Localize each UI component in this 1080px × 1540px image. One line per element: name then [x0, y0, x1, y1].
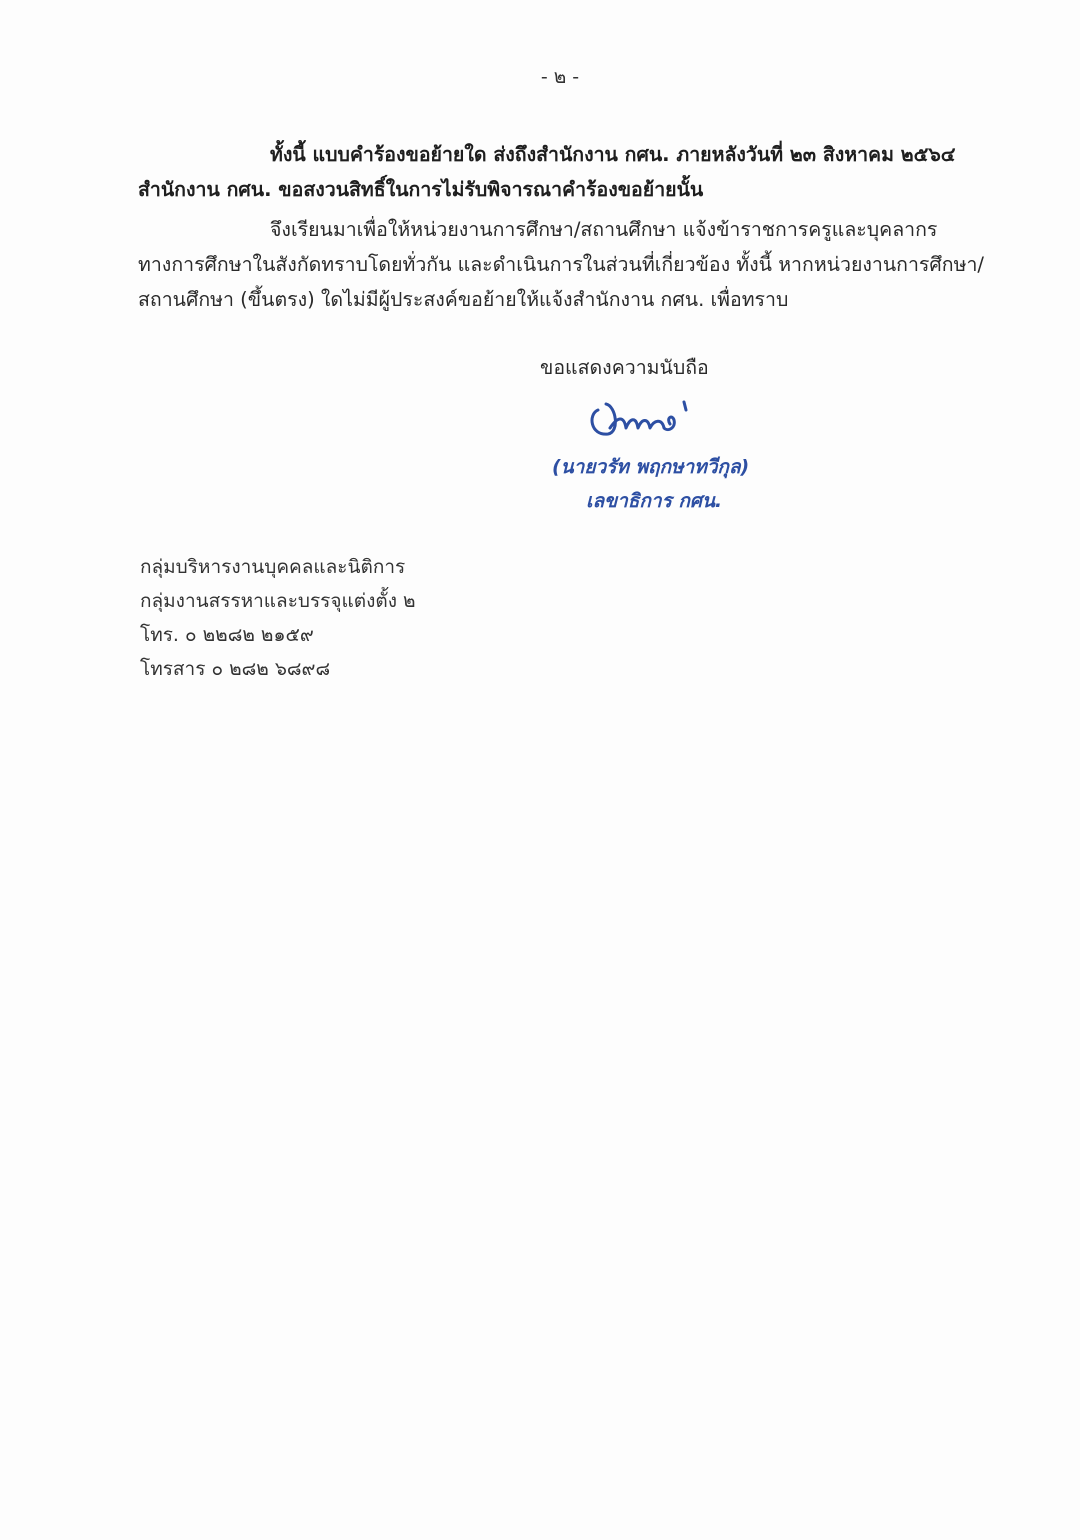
handwritten-signature [580, 388, 720, 448]
paragraph2-line3: สถานศึกษา (ขึ้นตรง) ใดไม่มีผู้ประสงค์ขอย้ายให้แจ้งสำนักงาน กศน. เพื่อทราบ [138, 288, 789, 311]
signer-name: (นายวรัท พฤกษาทวีกุล) [552, 456, 750, 478]
paragraph2-line1: จึงเรียนมาเพื่อให้หน่วยงานการศึกษา/สถานศึกษา แจ้งข้าราชการครูและบุคลากร [270, 218, 938, 241]
contact-group: กลุ่มงานสรรหาและบรรจุแต่งตั้ง ๒ [140, 590, 416, 612]
closing-phrase: ขอแสดงความนับถือ [540, 356, 709, 379]
page-number: - ๒ - [540, 66, 580, 88]
signer-title: เลขาธิการ กศน. [586, 490, 723, 512]
paragraph1-line1: ทั้งนี้ แบบคำร้องขอย้ายใด ส่งถึงสำนักงาน กศน. ภายหลังวันที่ ๒๓ สิงหาคม ๒๕๖๔ [270, 143, 956, 166]
paragraph1-line2: สำนักงาน กศน. ขอสงวนสิทธิ์ในการไม่รับพิจารณาคำร้องขอย้ายนั้น [138, 178, 704, 201]
contact-division: กลุ่มบริหารงานบุคคลและนิติการ [140, 556, 406, 578]
contact-fax: โทรสาร ๐ ๒๘๒ ๖๘๙๘ [140, 658, 331, 680]
paragraph2-line2: ทางการศึกษาในสังกัดทราบโดยทั่วกัน และดำเนินการในส่วนที่เกี่ยวข้อง ทั้งนี้ หากหน่วยงานการศึกษา/ [138, 253, 984, 276]
contact-phone: โทร. ๐ ๒๒๘๒ ๒๑๕๙ [140, 624, 314, 646]
